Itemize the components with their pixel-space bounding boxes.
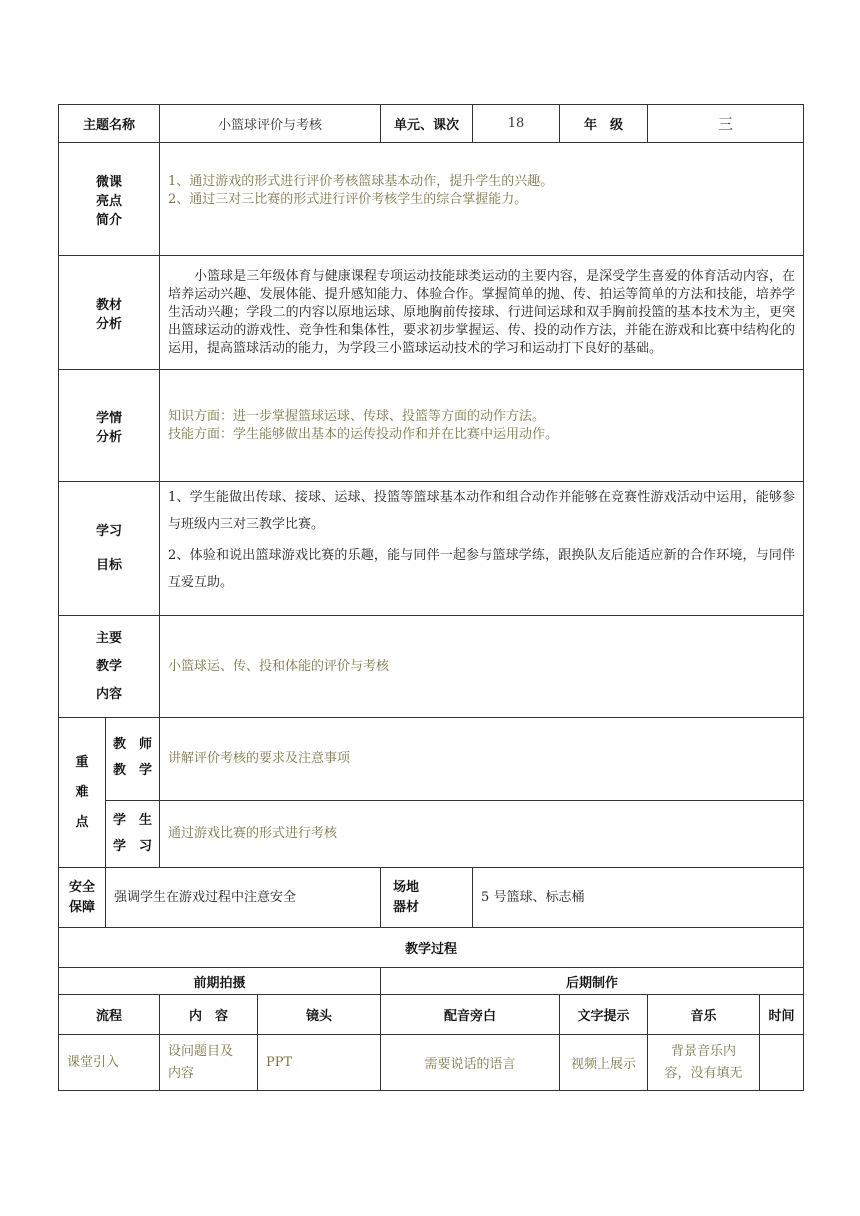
col-shot: 镜头 xyxy=(258,995,381,1035)
safety-row xyxy=(59,868,804,928)
highlights-label: 微课 亮点 简介 xyxy=(59,143,160,256)
process-title: 教学过程 xyxy=(59,928,804,968)
goals-label: 学习 目标 xyxy=(59,482,160,616)
grade-value: 三 xyxy=(648,105,804,143)
lesson-plan-table xyxy=(58,104,804,1091)
main-content-text: 小篮球运、传、投和体能的评价与考核 xyxy=(160,616,804,718)
header-row xyxy=(59,105,804,143)
highlights-row xyxy=(59,143,804,256)
key-teacher-row xyxy=(59,718,804,801)
student-label: 学 生 学 习 xyxy=(106,801,160,868)
process-header-row xyxy=(59,995,804,1035)
student-content: 通过游戏比赛的形式进行考核 xyxy=(160,801,804,868)
post-production-label: 后期制作 xyxy=(381,968,804,995)
col-music: 音乐 xyxy=(648,995,760,1035)
materials-content: 小篮球是三年级体育与健康课程专项运动技能球类运动的主要内容，是深受学生喜爱的体育活动内容，在培养运动兴趣、发展体能、提升感知能力、体验合作。掌握简单的抛、传、拍运等简单的方法和技能，培养学生活动兴趣；学段二的内容以原地运球、原地胸前传接球、行进间运球和双手胸前投篮的基本技术为主，更突出篮球运动的游戏性、竞争性和集体性，要求初步掌握运、传、投的动作方法，并能在游戏和比赛中结构化的运用，提高篮球活动的能力，为学段三小篮球运动技术的学习和运动打下良好的基础。 xyxy=(160,256,804,370)
content-cell: 设问题目及 内容 xyxy=(160,1035,258,1091)
col-content: 内 容 xyxy=(160,995,258,1035)
table-row xyxy=(59,1035,804,1091)
col-flow: 流程 xyxy=(59,995,160,1035)
students-content: 知识方面：进一步掌握篮球运球、传球、投篮等方面的动作方法。 技能方面：学生能够做出基本的运传投动作和并在比赛中运用动作。 xyxy=(160,370,804,482)
shot-cell: PPT xyxy=(258,1035,381,1091)
music-cell: 背景音乐内 容，没有填无 xyxy=(648,1035,760,1091)
venue-content: 5 号篮球、标志桶 xyxy=(473,868,804,928)
caption-cell: 视频上展示 xyxy=(560,1035,648,1091)
process-title-row xyxy=(59,928,804,968)
goals-content: 1、学生能做出传球、接球、运球、投篮等篮球基本动作和组合动作并能够在竞赛性游戏活动中运用，能够参与班级内三对三教学比赛。 2、体验和说出篮球游戏比赛的乐趣，能与同伴一起参与篮球学练，跟换队友后能适应新的合作环境，与同伴互爱互助。 xyxy=(160,482,804,616)
main-content-row xyxy=(59,616,804,718)
goals-row xyxy=(59,482,804,616)
unit-value: 18 xyxy=(473,105,560,143)
flow-cell: 课堂引入 xyxy=(59,1035,160,1091)
students-label: 学情 分析 xyxy=(59,370,160,482)
students-row xyxy=(59,370,804,482)
col-voiceover: 配音旁白 xyxy=(381,995,560,1035)
pre-production-label: 前期拍摄 xyxy=(59,968,381,995)
key-student-row xyxy=(59,801,804,868)
voiceover-cell: 需要说话的语言 xyxy=(381,1035,560,1091)
theme-value: 小篮球评价与考核 xyxy=(160,105,381,143)
teacher-label: 教 师 教 学 xyxy=(106,718,160,801)
safety-content: 强调学生在游戏过程中注意安全 xyxy=(106,868,381,928)
unit-label: 单元、课次 xyxy=(381,105,473,143)
grade-label: 年 级 xyxy=(560,105,648,143)
theme-label: 主题名称 xyxy=(59,105,160,143)
col-caption: 文字提示 xyxy=(560,995,648,1035)
col-time: 时间 xyxy=(760,995,804,1035)
materials-label: 教材 分析 xyxy=(59,256,160,370)
safety-label: 安全 保障 xyxy=(59,868,106,928)
lesson-plan-page xyxy=(58,104,803,1091)
highlights-content: 1、通过游戏的形式进行评价考核篮球基本动作，提升学生的兴趣。 2、通过三对三比赛的形式进行评价考核学生的综合掌握能力。 xyxy=(160,143,804,256)
time-cell xyxy=(760,1035,804,1091)
materials-row xyxy=(59,256,804,370)
main-content-label: 主要 教学 内容 xyxy=(59,616,160,718)
teacher-content: 讲解评价考核的要求及注意事项 xyxy=(160,718,804,801)
venue-label: 场地 器材 xyxy=(381,868,473,928)
process-phase-row xyxy=(59,968,804,995)
key-points-label: 重 难 点 xyxy=(59,718,106,868)
